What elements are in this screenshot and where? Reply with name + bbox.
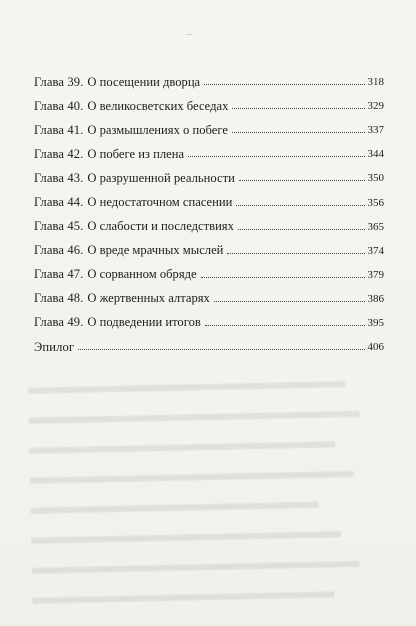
toc-row [34,209,384,233]
dot-leader [232,131,365,133]
bleed-through-shadow [28,356,393,603]
chapter-number: Глава 43. [34,170,84,185]
toc-row [34,184,384,208]
chapter-number: Глава 49. [34,315,84,330]
toc-row [34,160,384,184]
chapter-title: О сорванном обряде [87,267,197,282]
chapter-title: О разрушенной реальности [87,170,235,185]
chapter-title: О посещении дворца [87,74,201,89]
toc-row [34,305,384,329]
chapter-number: Глава 47. [34,267,84,282]
page-number: 374 [367,244,384,257]
toc-row-epilogue [34,329,384,353]
dot-leader [201,276,365,278]
toc-row [34,64,384,88]
chapter-title: О вреде мрачных мыслей [87,243,224,258]
chapter-number: Глава 46. [34,243,84,258]
page-number: 379 [367,268,384,281]
toc-row [34,233,384,257]
dot-leader [227,252,364,254]
page-number: 406 [367,341,384,354]
chapter-title: О жертвенных алтарях [87,291,210,306]
page-number: 356 [367,196,384,209]
dot-leader [239,179,365,181]
toc-row [34,88,384,112]
chapter-number: Глава 39. [34,74,84,89]
toc-row [34,257,384,281]
chapter-title: О подведении итогов [87,315,201,330]
toc-row [34,136,384,160]
chapter-number: Глава 44. [34,194,84,209]
page-number: 350 [367,172,384,185]
chapter-number: Глава 48. [34,291,84,306]
chapter-title: О размышлениях о побеге [87,122,228,137]
chapter-number: Глава 42. [34,146,84,161]
dot-leader [232,107,364,109]
table-of-contents [34,64,384,353]
chapter-number: Глава 40. [34,98,84,113]
chapter-number: Глава 41. [34,122,84,137]
dot-leader [78,348,364,350]
chapter-title: О великосветских беседах [87,98,229,113]
page-number: 344 [367,148,384,161]
chapter-title: О слабости и последствиях [87,219,234,234]
toc-row [34,281,384,305]
page-number: 329 [367,100,384,113]
page-number: 337 [367,124,384,137]
dot-leader [238,228,365,230]
chapter-title: О побеге из плена [87,146,185,161]
dot-leader [236,204,364,206]
page-number: 386 [367,292,384,305]
epilogue-label: Эпилог [34,339,75,354]
page-mark [186,34,192,38]
toc-row [34,112,384,136]
page-number: 318 [367,76,384,89]
dot-leader [204,83,364,85]
dot-leader [205,324,365,326]
chapter-title: О недостаточном спасении [87,194,233,209]
page-number: 365 [367,220,384,233]
dot-leader [214,300,365,302]
chapter-number: Глава 45. [34,219,84,234]
page-number: 395 [367,317,384,330]
dot-leader [188,155,364,157]
